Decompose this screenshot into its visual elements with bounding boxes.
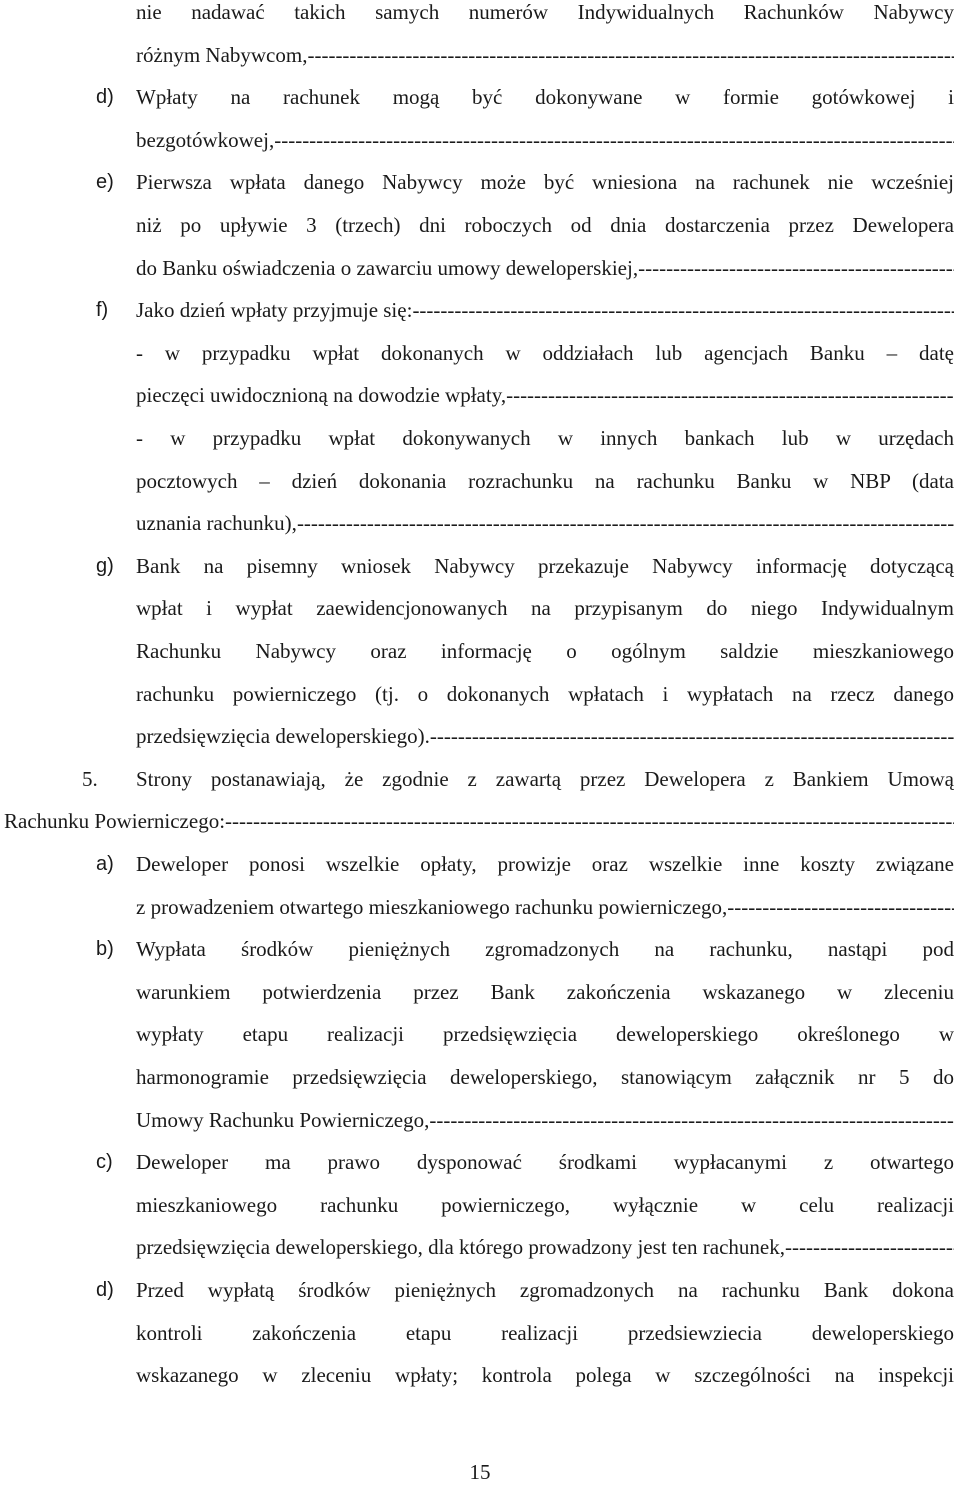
list-marker: c) <box>96 1151 113 1174</box>
text-line <box>0 460 960 502</box>
text-line <box>0 289 960 331</box>
list-marker: d) <box>96 1279 114 1301</box>
line-text: - w przypadku wpłat dokonywanych w innych bankach lub w urzędach <box>136 426 954 450</box>
text-line <box>0 1184 960 1226</box>
line-text: do Banku oświadczenia o zawarciu umowy deweloperskiej, ----- <box>136 247 954 289</box>
text-line <box>0 715 960 757</box>
text-line <box>0 545 960 587</box>
text-line <box>0 1099 960 1141</box>
line-text: różnym Nabywcom, ----- <box>136 34 954 76</box>
page-number: 15 <box>469 1460 491 1484</box>
dash-filler <box>297 511 954 535</box>
line-text: z prowadzeniem otwartego mieszkaniowego rachunku powierniczego, ----- <box>136 886 954 928</box>
text-line <box>0 758 960 800</box>
line-text: Strony postanawiają, że zgodnie z zawartą przez Dewelopera z Bankiem Umową <box>136 766 954 791</box>
line-text: pieczęci uwidocznioną na dowodzie wpłaty, ----- <box>136 374 954 416</box>
list-marker: b) <box>96 938 114 961</box>
line-text: Rachunku Nabywcy oraz informację o ogólnym saldzie mieszkaniowego <box>136 639 954 663</box>
text-line <box>0 1141 960 1183</box>
line-text: Umowy Rachunku Powierniczego, ----- <box>136 1099 954 1141</box>
line-text: nie nadawać takich samych numerów Indywidualnych Rachunków Nabywcy <box>136 0 954 24</box>
text-line <box>0 1354 960 1396</box>
text-line <box>0 800 960 842</box>
line-text: Pierwsza wpłata danego Nabywcy może być wniesiona na rachunek nie wcześniej <box>136 170 954 195</box>
text-line <box>0 886 960 928</box>
dash-filler <box>274 128 954 152</box>
text-line <box>0 417 960 459</box>
text-line <box>0 1056 960 1098</box>
line-text: - w przypadku wpłat dokonanych w oddziałach lub agencjach Banku – datę <box>136 340 954 365</box>
line-text: przedsięwzięcia deweloperskiego). ----- <box>136 715 954 757</box>
text-line <box>0 0 960 33</box>
line-text: Wpłaty na rachunek mogą być dokonywane w formie gotówkowej i <box>136 85 954 110</box>
list-marker: d) <box>96 86 114 109</box>
list-marker: g) <box>96 554 114 577</box>
list-marker: 5. <box>82 766 98 791</box>
line-text: kontroli zakończenia etapu realizacji przedsiewziecia deweloperskiego <box>136 1320 954 1345</box>
text-line <box>0 119 960 161</box>
text-line <box>0 1312 960 1354</box>
dash-filler <box>429 1108 954 1132</box>
dash-filler <box>430 724 954 748</box>
line-text: Deweloper ponosi wszelkie opłaty, prowizje oraz wszelkie inne koszty związane <box>136 852 954 876</box>
text-line <box>0 843 960 885</box>
text-line <box>0 928 960 970</box>
line-text: wypłaty etapu realizacji przedsięwzięcia deweloperskiego określonego w <box>136 1022 954 1047</box>
dash-filler <box>506 383 954 407</box>
text-line <box>0 1269 960 1311</box>
dash-filler <box>727 895 954 919</box>
line-text: przedsięwzięcia deweloperskiego, dla którego prowadzony jest ten rachunek, ----- <box>136 1226 954 1268</box>
line-text: Przed wypłatą środków pieniężnych zgromadzonych na rachunku Bank dokona <box>136 1278 954 1302</box>
line-text: wpłat i wypłat zaewidencjonowanych na przypisanym do niego Indywidualnym <box>136 596 954 621</box>
line-text: Bank na pisemny wniosek Nabywcy przekazuje Nabywcy informację dotyczącą <box>136 553 954 578</box>
line-text: Deweloper ma prawo dysponować środkami wypłacanymi z otwartego <box>136 1150 954 1175</box>
line-text: uznania rachunku), ----- <box>136 502 954 544</box>
line-text: wskazanego w zleceniu wpłaty; kontrola polega w szczególności na inspekcji <box>136 1363 954 1388</box>
dash-filler <box>638 256 954 280</box>
line-text: pocztowych – dzień dokonania rozrachunku na rachunku Banku w NBP (data <box>136 468 954 493</box>
text-line <box>0 587 960 629</box>
text-line <box>0 1226 960 1268</box>
list-marker: e) <box>96 171 114 194</box>
text-line <box>0 161 960 203</box>
dash-filler <box>785 1235 954 1259</box>
line-text: Rachunku Powierniczego: ----- <box>4 800 954 842</box>
dash-filler <box>307 43 954 67</box>
text-line <box>0 971 960 1013</box>
line-text: rachunku powierniczego (tj. o dokonanych wpłatach i wypłatach na rzecz danego <box>136 681 954 706</box>
line-text: niż po upływie 3 (trzech) dni roboczych od dnia dostarczenia przez Dewelopera <box>136 213 954 237</box>
list-marker: f) <box>96 299 109 322</box>
line-text: warunkiem potwierdzenia przez Bank zakończenia wskazanego w zleceniu <box>136 979 954 1004</box>
text-line <box>0 673 960 715</box>
text-line <box>0 76 960 118</box>
text-line <box>0 630 960 672</box>
line-text: bezgotówkowej, ----- <box>136 119 954 161</box>
line-text: Wypłata środków pieniężnych zgromadzonych na rachunku, nastąpi pod <box>136 937 954 962</box>
line-text: Jako dzień wpłaty przyjmuje się: ----- <box>136 289 954 331</box>
dash-filler <box>412 298 954 322</box>
line-text: mieszkaniowego rachunku powierniczego, wyłącznie w celu realizacji <box>136 1192 954 1217</box>
text-line <box>0 34 960 76</box>
text-line <box>0 502 960 544</box>
text-line <box>0 332 960 374</box>
list-marker: a) <box>96 853 114 875</box>
text-line <box>0 1013 960 1055</box>
line-text: harmonogramie przedsięwzięcia deweloperskiego, stanowiącym załącznik nr 5 do <box>136 1065 954 1089</box>
text-line <box>0 247 960 289</box>
text-line <box>0 374 960 416</box>
dash-filler <box>225 809 954 833</box>
text-line <box>0 204 960 246</box>
